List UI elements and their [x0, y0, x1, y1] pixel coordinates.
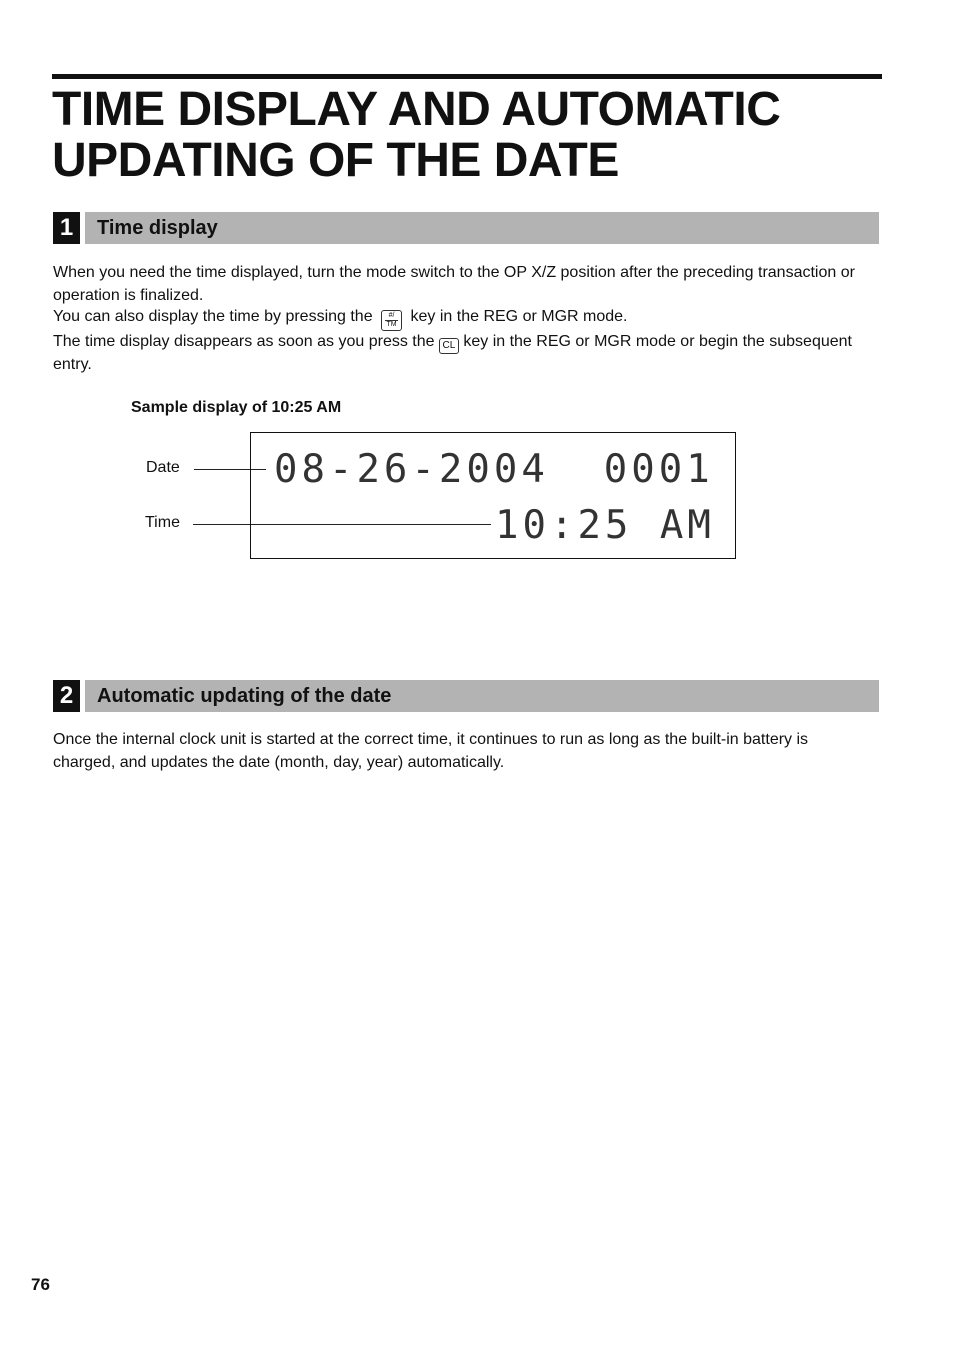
- section-title: Time display: [97, 217, 218, 239]
- paragraph-time-display-intro: When you need the time displayed, turn the mode switch to the OP X/Z position after the preceding transaction or operation is finalized.: [53, 264, 855, 304]
- section-number-badge: 1: [53, 212, 80, 244]
- paragraph-text: The time display disappears as soon as you press the: [53, 333, 435, 350]
- paragraph-cl-key: [53, 331, 883, 377]
- display-date-line: 08-26-2004 0001: [274, 447, 714, 492]
- display-time-line: 10:25 AM: [495, 503, 715, 548]
- section-title-bar: [85, 212, 879, 244]
- paragraph-automatic-updating: Once the internal clock unit is started at the correct time, it continues to run as long as the built-in battery is charged, and updates the date (month, day, year) automatically.: [53, 731, 809, 771]
- callout-label-time: Time: [145, 514, 180, 531]
- section-title-bar: [85, 680, 879, 712]
- section-header-time-display: [53, 212, 879, 244]
- title-top-rule: [52, 74, 882, 79]
- tm-key-icon: #/ TM: [381, 310, 402, 331]
- sample-display-panel: [250, 432, 736, 559]
- page-title: [52, 84, 892, 186]
- paragraph-text: key in the REG or MGR mode or begin the subsequent entry.: [53, 333, 852, 373]
- cl-key-icon: CL: [439, 338, 460, 354]
- paragraph-tm-key: [53, 306, 883, 331]
- page-number: 76: [31, 1275, 50, 1294]
- sample-caption: Sample display of 10:25 AM: [131, 399, 342, 416]
- paragraph-text: You can also display the time by pressing the: [53, 308, 373, 325]
- paragraph-text: key in the REG or MGR mode.: [410, 308, 628, 325]
- page-title-line1: TIME DISPLAY AND AUTOMATIC: [52, 83, 781, 136]
- page-title-line2: UPDATING OF THE DATE: [52, 134, 619, 187]
- section-title: Automatic updating of the date: [97, 685, 392, 707]
- section-number-badge: 2: [53, 680, 80, 712]
- section-header-automatic-updating: [53, 680, 879, 712]
- callout-label-date: Date: [146, 459, 180, 476]
